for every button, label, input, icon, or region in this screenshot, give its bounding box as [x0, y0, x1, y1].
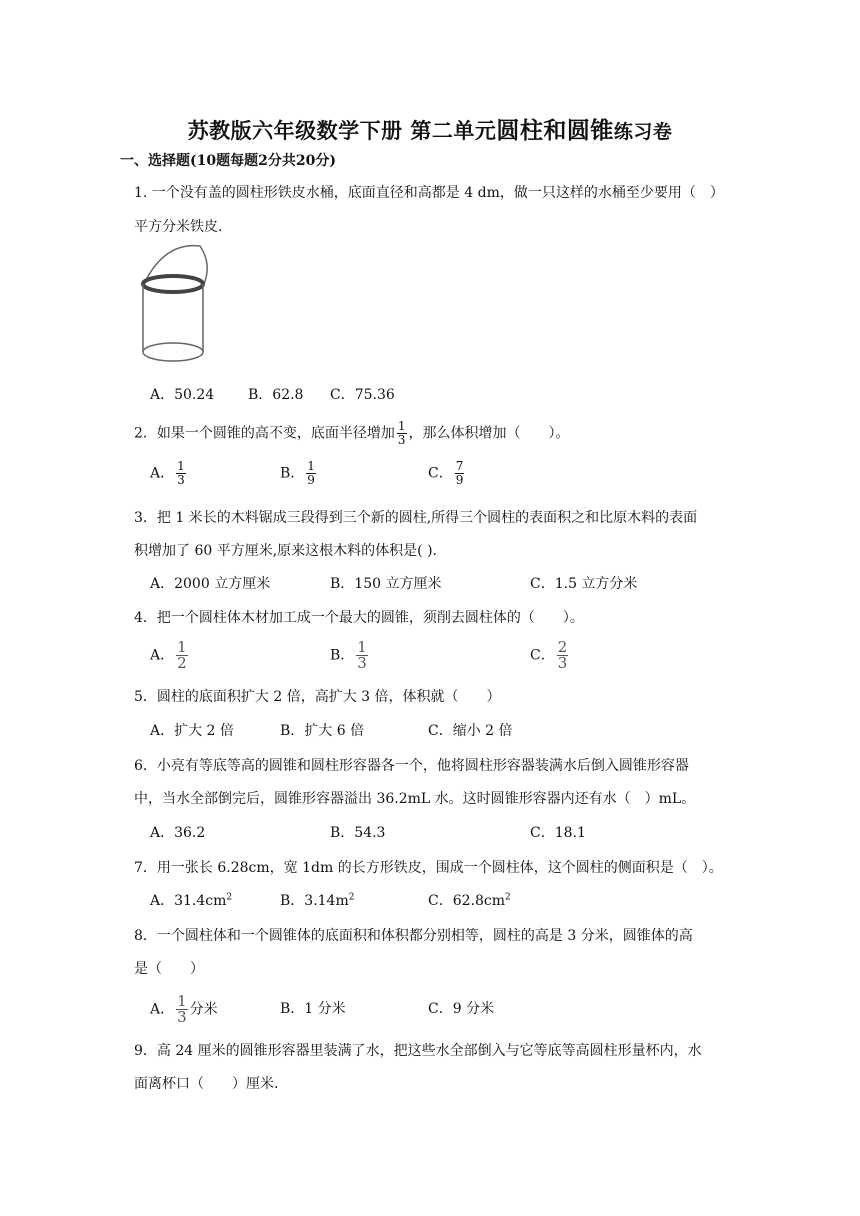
q1-line1: 1. 一个没有盖的圆柱形铁皮水桶，底面直径和高都是 4 dm，做一只这样的水桶至少要用（ ） — [134, 185, 724, 201]
q8-option-a[interactable]: A． $\frac{1}{3}$ 分米 — [150, 992, 218, 1026]
q3-option-a[interactable]: A．2000 立方厘米 — [150, 576, 271, 592]
q8-option-b[interactable]: B．1 分米 — [280, 1001, 346, 1017]
q2-text-pre: 2．如果一个圆锥的高不变，底面半径增加 — [134, 425, 395, 442]
q4-option-b[interactable]: B． $\frac{1}{3}$ — [330, 638, 367, 672]
q6-option-a[interactable]: A．36.2 — [150, 825, 206, 841]
q5-option-c[interactable]: C．缩小 2 倍 — [428, 723, 513, 739]
page-title — [0, 112, 860, 145]
q2-fraction: $\frac{1}{3}$ — [397, 419, 406, 447]
q3-option-b[interactable]: B．150 立方厘米 — [330, 576, 442, 592]
q3-line1: 3．把 1 米长的木料锯成三段得到三个新的圆柱,所得三个圆柱的表面积之和比原木料的表面 — [134, 510, 698, 526]
bucket-illustration — [134, 244, 214, 368]
q8-option-c[interactable]: C．9 分米 — [428, 1001, 495, 1017]
q4-option-c[interactable]: C． $\frac{2}{3}$ — [530, 638, 568, 672]
q7-option-b[interactable]: B．$3.14m^2$ — [280, 892, 355, 909]
q8-line1: 8．一个圆柱体和一个圆锥体的底面积和体积都分别相等，圆柱的高是 3 分米，圆锥体的高 — [134, 928, 693, 944]
q8-line2: 是（ ） — [134, 961, 204, 977]
q2-option-c[interactable]: C． $\frac{7}{9}$ — [428, 459, 464, 487]
q1-line2: 平方分米铁皮. — [134, 219, 223, 235]
q4-line1: 4．把一个圆柱体木材加工成一个最大的圆锥，须削去圆柱体的（ ）。 — [134, 610, 584, 626]
q6-line2: 中，当水全部倒完后，圆锥形容器溢出 36.2mL 水。这时圆锥形容器内还有水（ ）mL。 — [134, 791, 696, 807]
q6-option-c[interactable]: C．18.1 — [530, 825, 586, 841]
q2-option-b[interactable]: B． $\frac{1}{9}$ — [280, 459, 315, 487]
q9-line2: 面离杯口（ ）厘米. — [134, 1076, 279, 1092]
q5-line1: 5．圆柱的底面积扩大 2 倍，高扩大 3 倍，体积就（ ） — [134, 689, 501, 705]
section-heading: 一、选择题(10题每题2分共20分) — [120, 153, 336, 169]
q2-line — [134, 420, 570, 447]
q5-option-b[interactable]: B．扩大 6 倍 — [280, 723, 365, 739]
q2-text-post: ，那么体积增加（ ）。 — [408, 425, 570, 442]
q6-line1: 6．小亮有等底等高的圆锥和圆柱形容器各一个，他将圆柱形容器装满水后倒入圆锥形容器 — [134, 758, 689, 774]
q1-option-c[interactable]: C．75.36 — [330, 387, 395, 403]
q2-option-a[interactable]: A． $\frac{1}{3}$ — [150, 459, 185, 487]
title-part1: 苏教版六年级数学下册 第二单元 — [187, 118, 497, 143]
q9-line1: 9．高 24 厘米的圆锥形容器里装满了水，把这些水全部倒入与它等底等高圆柱形量杯内，水 — [134, 1043, 702, 1059]
q1-option-b[interactable]: B．62.8 — [248, 387, 304, 403]
q7-option-c[interactable]: C．$62.8cm^2$ — [428, 892, 511, 909]
title-part3: 练习卷 — [613, 121, 673, 143]
q3-option-c[interactable]: C．1.5 立方分米 — [530, 576, 638, 592]
q4-option-a[interactable]: A． $\frac{1}{2}$ — [150, 638, 187, 672]
q1-option-a[interactable]: A．50.24 — [150, 387, 215, 403]
q7-line1: 7．用一张长 6.28cm，宽 1dm 的长方形铁皮，围成一个圆柱体，这个圆柱的侧面积是（ ）。 — [134, 860, 723, 876]
q7-option-a[interactable]: A．$31.4cm^2$ — [150, 892, 233, 909]
q6-option-b[interactable]: B．54.3 — [330, 825, 386, 841]
title-part2: 圆柱和圆锥 — [496, 117, 614, 144]
q5-option-a[interactable]: A．扩大 2 倍 — [150, 723, 234, 739]
q3-line2: 积增加了 60 平方厘米,原来这根木料的体积是( ). — [134, 543, 437, 559]
